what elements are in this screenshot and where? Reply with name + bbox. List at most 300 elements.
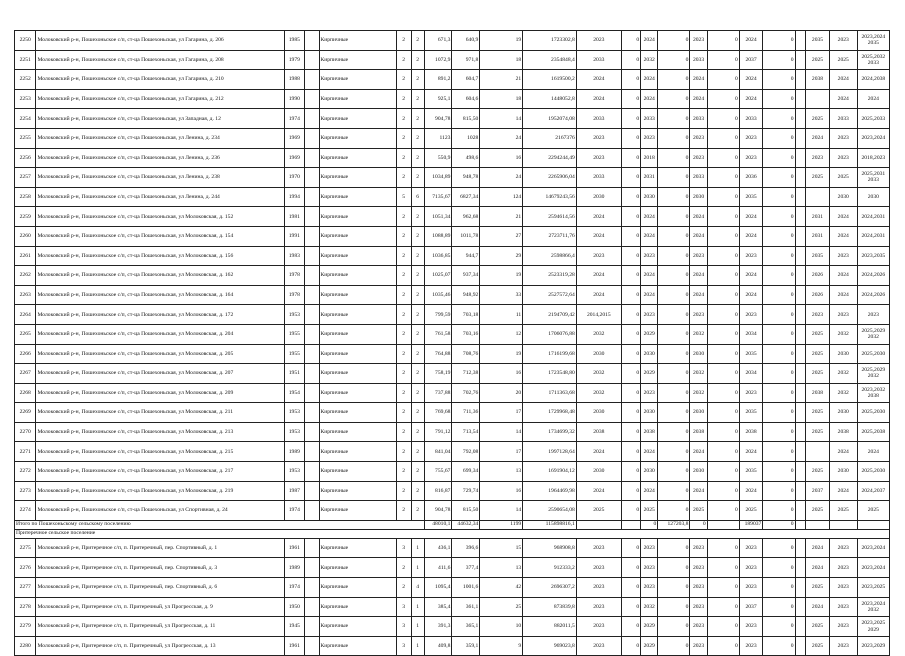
cell-row-number: 2260 <box>15 226 36 246</box>
cell-amount-2: 0 <box>658 578 690 598</box>
cell-year-roof: 2033 <box>576 109 621 129</box>
cell-amount-1: 0 <box>621 481 640 501</box>
cell-amount-4: 0 <box>763 383 795 403</box>
cell-years-plan: 2023,2024 2035 <box>857 31 889 51</box>
cell-build-year: 1961 <box>285 538 304 558</box>
cell-amount-3: 0 <box>707 109 739 129</box>
cell-year-facade: 2023 <box>641 538 658 558</box>
cell-residents: 14 <box>480 422 523 442</box>
cell-amount-3: 0 <box>707 442 739 462</box>
cell-amount-2: 0 <box>658 305 690 325</box>
cell-years-plan: 2024 <box>857 89 889 109</box>
cell-blank-cell <box>304 597 319 617</box>
cell-blank-cell <box>304 324 319 344</box>
cell-years-plan: 2023,2032 2038 <box>857 383 889 403</box>
cell-year-lift: 2035 <box>806 31 830 51</box>
cell-address: Молоковский р-н, Пошехоньское с/п, ст-ца Пошехоньская, ул Молоковская, д. 209 <box>36 383 285 403</box>
cell-row-number: 2270 <box>15 422 36 442</box>
cell-repair-cost: 2194709,42 <box>523 305 577 325</box>
cell-year-earliest: 2025 <box>829 50 857 70</box>
table-row <box>15 148 890 168</box>
table-row <box>15 168 890 188</box>
cell-year-basement: 2023 <box>690 578 707 598</box>
cell-residents: 9 <box>480 636 523 656</box>
cell-wall-material: Кирпичные <box>319 383 396 403</box>
cell-address: Молоковский р-н, Пошехоньское с/п, ст-ца Пошехоньская, ул Гагарина, д. 212 <box>36 89 285 109</box>
cell-entrances: 2 <box>411 89 424 109</box>
cell-residents: 15 <box>480 538 523 558</box>
cell-year-systems: 2037 <box>739 50 763 70</box>
cell-floors: 2 <box>396 50 411 70</box>
cell-amount-3: 0 <box>707 148 739 168</box>
cell-total-area: 1025,07 <box>424 266 452 286</box>
cell-year-systems: 2035 <box>739 403 763 423</box>
cell-living-area: 944,7 <box>452 246 480 266</box>
cell-living-area: 712,38 <box>452 364 480 384</box>
cell-year-earliest: 2024 <box>829 89 857 109</box>
cell-address: Молоковский р-н, Пошехоньское с/п, ст-ца Пошехоньская, ул Гагарина, д. 206 <box>36 31 285 51</box>
cell-wall-material: Кирпичные <box>319 305 396 325</box>
cell-address: Молоковский р-н, Пошехоньское с/п, ст-ца Пошехоньская, ул Молоковская, д. 207 <box>36 364 285 384</box>
cell-total-area: 799,59 <box>424 305 452 325</box>
cell-year-basement: 2030 <box>690 462 707 482</box>
cell-entrances: 2 <box>411 324 424 344</box>
cell-row-number: 2251 <box>15 50 36 70</box>
cell-amount-1: 0 <box>621 305 640 325</box>
cell-blank-end <box>795 168 806 188</box>
cell-amount-4: 0 <box>763 168 795 188</box>
table-row <box>15 364 890 384</box>
cell-floors: 2 <box>396 442 411 462</box>
cell-amount-2: 0 <box>658 462 690 482</box>
cell-year-earliest: 2023 <box>829 148 857 168</box>
cell-amount-4: 0 <box>763 403 795 423</box>
cell-amount-2: 0 <box>658 109 690 129</box>
cell-row-number: 2250 <box>15 31 36 51</box>
cell-row-number: 2253 <box>15 89 36 109</box>
cell-year-lift: 2025 <box>806 324 830 344</box>
cell-wall-material: Кирпичные <box>319 578 396 598</box>
cell-year-facade: 2024 <box>641 285 658 305</box>
cell-years-plan: 2023,2029 <box>857 636 889 656</box>
cell-year-basement: 2024 <box>690 226 707 246</box>
cell-year-roof: 2038 <box>576 422 621 442</box>
cell-year-facade: 2024 <box>641 31 658 51</box>
cell-amount-4: 0 <box>763 344 795 364</box>
cell-year-earliest: 2023 <box>829 597 857 617</box>
cell-year-roof: 2030 <box>576 187 621 207</box>
cell-year-roof: 2024 <box>576 442 621 462</box>
cell-address: Молоковский р-н, Пошехоньское с/п, ст-ца Пошехоньская, ул Молоковская, д. 205 <box>36 344 285 364</box>
cell-entrances: 2 <box>411 246 424 266</box>
table-row <box>15 597 890 617</box>
cell-floors: 2 <box>396 226 411 246</box>
cell-years-plan: 2023,2024 <box>857 128 889 148</box>
cell-amount-3: 0 <box>707 128 739 148</box>
cell-amount-4: 0 <box>763 501 795 521</box>
cell-total-area: 1034,89 <box>424 168 452 188</box>
cell-floors: 2 <box>396 364 411 384</box>
cell-entrances: 2 <box>411 305 424 325</box>
cell-repair-cost: 1723302,8 <box>523 31 577 51</box>
cell-year-lift: 2038 <box>806 70 830 90</box>
cell-residents: 12 <box>480 324 523 344</box>
cell-wall-material: Кирпичные <box>319 403 396 423</box>
cell-row-number: 2274 <box>15 501 36 521</box>
cell-year-lift: 2025 <box>806 422 830 442</box>
cell-repair-cost: 1964469,98 <box>523 481 577 501</box>
cell-amount-2: 0 <box>658 70 690 90</box>
cell-amount-3: 0 <box>707 246 739 266</box>
section-label: Притеречное сельское поселение <box>15 529 890 538</box>
cell-repair-cost: 2594614,56 <box>523 207 577 227</box>
cell-living-area: 604,7 <box>452 70 480 90</box>
cell-entrances: 2 <box>411 148 424 168</box>
cell-amount-2: 0 <box>658 501 690 521</box>
cell-residents: 13 <box>480 462 523 482</box>
cell-living-area: 604,6 <box>452 89 480 109</box>
cell-address: Молоковский р-н, Пошехоньское с/п, ст-ца Пошехоньская, ул Гагарина, д. 210 <box>36 70 285 90</box>
cell-repair-cost: 2354848,4 <box>523 50 577 70</box>
cell-year-basement: 2033 <box>690 109 707 129</box>
cell-blank-end <box>795 636 806 656</box>
cell-address: Молоковский р-н, Пошехоньское с/п, ст-ца Пошехоньская, ул Молоковская, д. 154 <box>36 226 285 246</box>
cell-repair-cost: 912333,2 <box>523 558 577 578</box>
cell-address: Молоковский р-н, Пошехоньское с/п, ст-ца Пошехоньская, ул Ленина, д. 244 <box>36 187 285 207</box>
cell-residents: 19 <box>480 266 523 286</box>
cell-total-area: 737,88 <box>424 383 452 403</box>
cell-amount-3: 0 <box>707 383 739 403</box>
table-row <box>15 70 890 90</box>
cell-amount-3: 0 <box>707 89 739 109</box>
cell-floors: 2 <box>396 403 411 423</box>
cell-years-plan: 2023,2024 <box>857 558 889 578</box>
cell-year-systems: 2023 <box>739 538 763 558</box>
cell-residents: 16 <box>480 481 523 501</box>
cell-years-plan: 2023 <box>857 305 889 325</box>
cell-year-lift <box>806 187 830 207</box>
cell-year-basement: 2023 <box>690 305 707 325</box>
cell-living-area: 711,36 <box>452 403 480 423</box>
cell-wall-material: Кирпичные <box>319 462 396 482</box>
cell-amount-4: 0 <box>763 109 795 129</box>
cell-amount-2: 0 <box>658 344 690 364</box>
cell-residents: 21 <box>480 207 523 227</box>
cell-address: Молоковский р-н, Притеречное с/п, п. Притеречный, пер. Спортивный, д. 1 <box>36 538 285 558</box>
cell-living-area: 792,08 <box>452 442 480 462</box>
cell-year-roof: 2014,2015 <box>576 305 621 325</box>
cell-amount-3: 0 <box>707 462 739 482</box>
cell-total-area: 671,3 <box>424 31 452 51</box>
cell-blank-cell <box>304 148 319 168</box>
cell-living-area: 713,54 <box>452 422 480 442</box>
cell-year-systems: 2023 <box>739 305 763 325</box>
cell-wall-material: Кирпичные <box>319 70 396 90</box>
cell-year-facade: 2031 <box>641 168 658 188</box>
cell-blank-cell <box>304 305 319 325</box>
cell-years-plan: 2024,2038 <box>857 70 889 90</box>
cell-year-lift: 2035 <box>806 246 830 266</box>
cell-blank-end <box>795 324 806 344</box>
cell-blank-end <box>795 501 806 521</box>
cell-living-area: 396,6 <box>452 538 480 558</box>
cell-entrances: 2 <box>411 226 424 246</box>
cell-amount-1: 0 <box>621 422 640 442</box>
cell-amount-2: 0 <box>658 558 690 578</box>
cell-year-roof: 2030 <box>576 462 621 482</box>
cell-year-basement: 2030 <box>690 344 707 364</box>
cell-repair-cost: 1723548,80 <box>523 364 577 384</box>
cell-build-year: 1955 <box>285 344 304 364</box>
cell-build-year: 1970 <box>285 168 304 188</box>
cell-blank-cell <box>304 462 319 482</box>
cell-year-lift: 2025 <box>806 50 830 70</box>
cell-year-lift: 2025 <box>806 636 830 656</box>
cell-residents: 18 <box>480 89 523 109</box>
cell-build-year: 1953 <box>285 305 304 325</box>
cell-amount-4: 0 <box>763 31 795 51</box>
cell-blank-cell <box>304 246 319 266</box>
cell-amount-2: 0 <box>658 168 690 188</box>
cell-amount-1: 0 <box>621 617 640 637</box>
cell-year-earliest: 2030 <box>829 344 857 364</box>
cell-year-facade: 2024 <box>641 226 658 246</box>
cell-living-area: 6827,34 <box>452 187 480 207</box>
cell-entrances: 2 <box>411 422 424 442</box>
cell-living-area: 361,1 <box>452 597 480 617</box>
cell-amount-2: 0 <box>658 442 690 462</box>
cell-amount-2: 0 <box>658 187 690 207</box>
cell-residents: 17 <box>480 403 523 423</box>
cell-year-roof: 2023 <box>576 31 621 51</box>
cell-blank-end <box>795 89 806 109</box>
cell-wall-material: Кирпичные <box>319 538 396 558</box>
cell-entrances: 2 <box>411 109 424 129</box>
cell-repair-cost: 1448052,8 <box>523 89 577 109</box>
cell-blank-end <box>795 109 806 129</box>
cell-total-area: 411,6 <box>424 558 452 578</box>
cell-blank-end <box>795 266 806 286</box>
cell-wall-material: Кирпичные <box>319 109 396 129</box>
cell-year-lift: 2031 <box>806 226 830 246</box>
cell-living-area: 640,9 <box>452 31 480 51</box>
table-row <box>15 246 890 266</box>
cell-year-systems: 2023 <box>739 558 763 578</box>
cell-year-roof: 2023 <box>576 538 621 558</box>
cell-year-lift <box>806 442 830 462</box>
cell-blank-end <box>795 578 806 598</box>
cell-total-area: 769,68 <box>424 403 452 423</box>
cell-years-plan: 2023,2025 2029 <box>857 617 889 637</box>
cell-blank-end <box>795 462 806 482</box>
cell-wall-material: Кирпичные <box>319 226 396 246</box>
cell-amount-1: 0 <box>621 89 640 109</box>
cell-amount-1: 0 <box>621 31 640 51</box>
cell-address: Молоковский р-н, Пошехоньское с/п, ст-ца Пошехоньская, ул Молоковская, д. 164 <box>36 285 285 305</box>
cell-address: Молоковский р-н, Притеречное с/п, п. Притеречный, пер. Спортивный, д. 6 <box>36 578 285 598</box>
cell-years-plan: 2025 <box>857 501 889 521</box>
cell-wall-material: Кирпичные <box>319 442 396 462</box>
cell-year-facade: 2029 <box>641 364 658 384</box>
cell-row-number: 2273 <box>15 481 36 501</box>
cell-entrances: 2 <box>411 403 424 423</box>
cell-year-lift: 2025 <box>806 109 830 129</box>
cell-amount-2: 0 <box>658 89 690 109</box>
cell-blank-cell <box>304 266 319 286</box>
cell-row-number: 2261 <box>15 246 36 266</box>
cell-amount-4: 0 <box>763 636 795 656</box>
cell-entrances: 2 <box>411 285 424 305</box>
cell-entrances: 2 <box>411 31 424 51</box>
cell-amount-1: 0 <box>621 187 640 207</box>
cell-year-systems: 2023 <box>739 148 763 168</box>
cell-amount-4: 0 <box>763 285 795 305</box>
cell-amount-1: 0 <box>621 285 640 305</box>
cell-amount-2: 0 <box>658 128 690 148</box>
cell-wall-material: Кирпичные <box>319 31 396 51</box>
cell-row-number: 2272 <box>15 462 36 482</box>
cell-years-plan: 2030 <box>857 187 889 207</box>
cell-amount-1: 0 <box>621 578 640 598</box>
cell-amount-4: 0 <box>763 246 795 266</box>
cell-amount-3: 0 <box>707 422 739 442</box>
cell-address: Молоковский р-н, Пошехоньское с/п, ст-ца Пошехоньская, ул Молоковская, д. 211 <box>36 403 285 423</box>
cell-year-basement: 2023 <box>690 128 707 148</box>
cell-year-systems: 2035 <box>739 344 763 364</box>
cell-repair-cost: 2527572,64 <box>523 285 577 305</box>
cell-amount-2: 0 <box>658 31 690 51</box>
cell-amount-4: 0 <box>763 89 795 109</box>
cell-row-number: 2265 <box>15 324 36 344</box>
table-row <box>15 226 890 246</box>
cell-year-basement: 2024 <box>690 442 707 462</box>
cell-build-year: 1990 <box>285 89 304 109</box>
cell-years-plan: 2025,2031 2033 <box>857 168 889 188</box>
table-row <box>15 578 890 598</box>
cell-floors: 3 <box>396 597 411 617</box>
cell-amount-2: 0 <box>658 246 690 266</box>
cell-row-number: 2267 <box>15 364 36 384</box>
cell-year-facade: 2032 <box>641 597 658 617</box>
cell-amount-2: 0 <box>658 266 690 286</box>
cell-year-lift: 2037 <box>806 481 830 501</box>
cell-living-area: 498,6 <box>452 148 480 168</box>
cell-year-earliest: 2024 <box>829 285 857 305</box>
cell-floors: 3 <box>396 617 411 637</box>
cell-amount-2: 0 <box>658 403 690 423</box>
table-row <box>15 442 890 462</box>
cell-floors: 2 <box>396 89 411 109</box>
cell-total-area: 385,4 <box>424 597 452 617</box>
cell-amount-3: 0 <box>707 558 739 578</box>
cell-year-facade: 2024 <box>641 89 658 109</box>
cell-build-year: 1950 <box>285 597 304 617</box>
cell-address: Молоковский р-н, Пошехоньское с/п, ст-ца Пошехоньская, ул Молоковская, д. 219 <box>36 481 285 501</box>
cell-wall-material: Кирпичные <box>319 344 396 364</box>
cell-total-area: 1123 <box>424 128 452 148</box>
cell-year-basement: 2023 <box>690 31 707 51</box>
cell-blank-cell <box>304 168 319 188</box>
cell-year-facade: 2029 <box>641 324 658 344</box>
cell-floors: 2 <box>396 168 411 188</box>
cell-address: Молоковский р-н, Пошехоньское с/п, ст-ца Пошехоньская, ул Западная, д. 12 <box>36 109 285 129</box>
cell-year-basement: 2024 <box>690 89 707 109</box>
cell-year-systems: 2036 <box>739 168 763 188</box>
cell-floors: 2 <box>396 578 411 598</box>
cell-total-area: 1051,34 <box>424 207 452 227</box>
cell-blank-cell <box>304 207 319 227</box>
cell-blank-cell <box>304 481 319 501</box>
cell-amount-3: 0 <box>707 50 739 70</box>
cell-year-earliest: 2023 <box>829 558 857 578</box>
cell-total-area: 7135,67 <box>424 187 452 207</box>
cell-amount-2: 0 <box>658 636 690 656</box>
cell-build-year: 1988 <box>285 70 304 90</box>
cell-blank-end <box>795 383 806 403</box>
cell-address: Молоковский р-н, Пошехоньское с/п, ст-ца Пошехоньская, ул Гагарина, д. 208 <box>36 50 285 70</box>
cell-blank-end <box>795 364 806 384</box>
cell-years-plan: 2024,2037 <box>857 481 889 501</box>
cell-year-earliest: 2033 <box>829 109 857 129</box>
cell-blank-cell <box>304 364 319 384</box>
cell-year-roof: 2033 <box>576 168 621 188</box>
section-header-row <box>15 529 890 538</box>
cell-total-area: 764,88 <box>424 344 452 364</box>
cell-build-year: 1989 <box>285 558 304 578</box>
cell-year-earliest: 2023 <box>829 578 857 598</box>
cell-living-area: 1028 <box>452 128 480 148</box>
cell-year-lift: 2025 <box>806 364 830 384</box>
cell-year-earliest: 2024 <box>829 481 857 501</box>
cell-blank-cell <box>304 558 319 578</box>
cell-year-basement: 2024 <box>690 207 707 227</box>
cell-blank-end <box>795 128 806 148</box>
cell-blank-cell <box>304 285 319 305</box>
cell-amount-2: 0 <box>658 617 690 637</box>
cell-residents: 42 <box>480 578 523 598</box>
cell-year-facade: 2018 <box>641 148 658 168</box>
cell-residents: 13 <box>480 558 523 578</box>
cell-living-area: 359,1 <box>452 636 480 656</box>
table-row <box>15 403 890 423</box>
cell-blank-end <box>795 207 806 227</box>
total-area-2: 44632,34 <box>452 520 480 529</box>
cell-year-facade: 2030 <box>641 462 658 482</box>
table-row <box>15 50 890 70</box>
cell-amount-2: 0 <box>658 383 690 403</box>
cell-blank-cell <box>304 578 319 598</box>
cell-living-area: 702,76 <box>452 383 480 403</box>
cell-wall-material: Кирпичные <box>319 207 396 227</box>
cell-year-lift: 2031 <box>806 207 830 227</box>
cell-entrances: 1 <box>411 617 424 637</box>
cell-year-earliest: 2024 <box>829 207 857 227</box>
cell-repair-cost: 2294244,49 <box>523 148 577 168</box>
cell-year-earliest: 2024 <box>829 266 857 286</box>
cell-year-basement: 2023 <box>690 246 707 266</box>
cell-residents: 24 <box>480 128 523 148</box>
cell-year-systems: 2033 <box>739 109 763 129</box>
cell-floors: 2 <box>396 558 411 578</box>
cell-year-basement: 2030 <box>690 403 707 423</box>
cell-row-number: 2256 <box>15 148 36 168</box>
cell-residents: 19 <box>480 344 523 364</box>
cell-year-systems: 2035 <box>739 462 763 482</box>
cell-floors: 2 <box>396 422 411 442</box>
cell-year-facade: 2038 <box>641 422 658 442</box>
cell-living-area: 948,78 <box>452 168 480 188</box>
table-row <box>15 617 890 637</box>
